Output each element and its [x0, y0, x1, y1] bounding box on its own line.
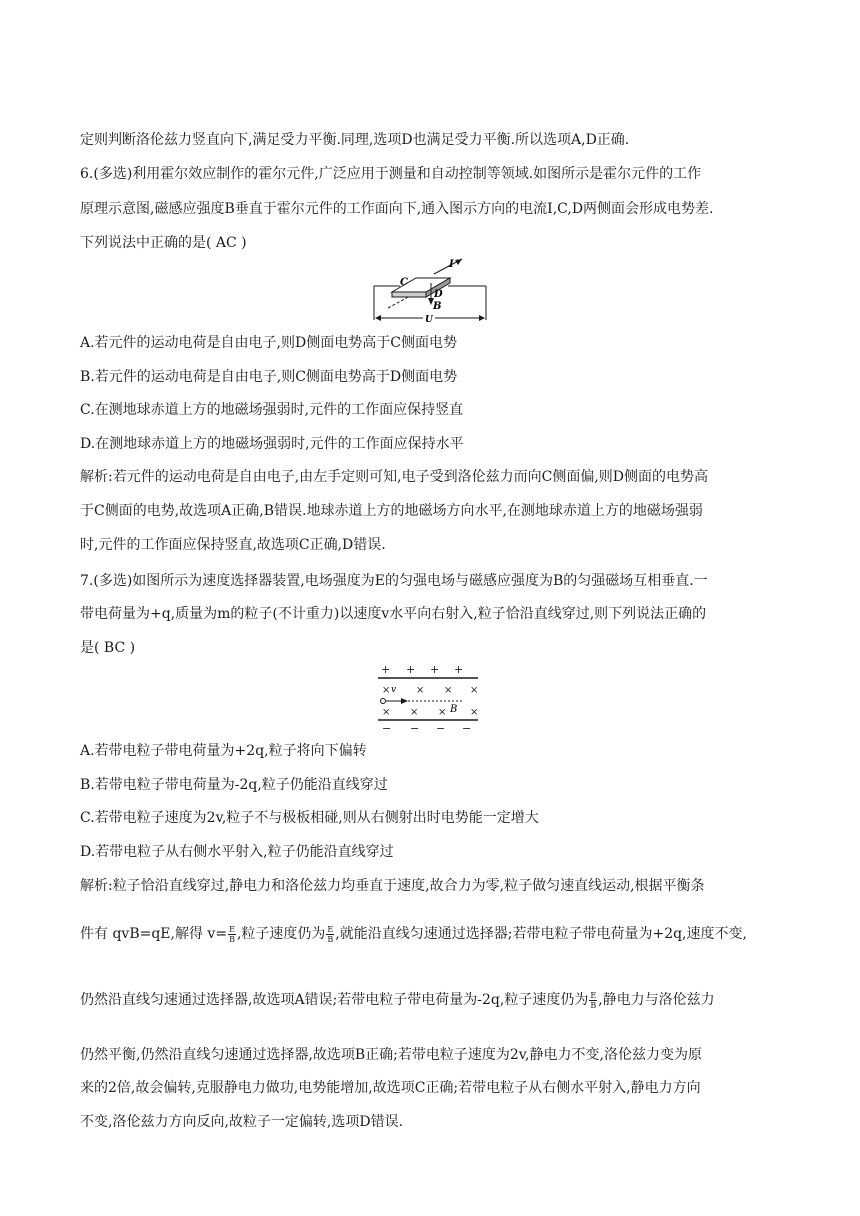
fraction-e-over-b	[589, 991, 597, 1010]
plus-sign: +	[381, 663, 391, 676]
q7-stem-line-3: 是( BC )	[80, 640, 136, 656]
q6-stem-line-1: 6.(多选)利用霍尔效应制作的霍尔元件,广泛应用于测量和自动控制等领域.如图所示是霍尔元件的工作	[80, 166, 702, 182]
fraction-e-over-b	[228, 925, 236, 944]
q6-analysis-line-1: 解析:若元件的运动电荷是自由电子,由左手定则可知,电子受到洛伦兹力而向C侧面偏,则D侧面的电势高	[80, 469, 709, 485]
fraction-numerator: E	[590, 990, 597, 1000]
minus-sign: −	[436, 722, 446, 734]
minus-sign: −	[410, 722, 420, 734]
plus-sign: +	[406, 663, 416, 676]
q7-analysis-line-5: 来的2倍,故会偏转,克服静电力做功,电势能增加,故选项C正确;若带电粒子从右侧水平射入,静电力方向	[80, 1080, 701, 1096]
plus-sign: +	[430, 663, 440, 676]
q7-option-b: B.若带电粒子带电荷量为-2q,粒子仍能沿直线穿过	[80, 777, 388, 793]
label-b: B	[433, 301, 442, 312]
u-arrow-right	[479, 315, 485, 321]
cross-mark: ×	[444, 685, 453, 696]
q6-stem-line-2: 原理示意图,磁感应强度B垂直于霍尔元件的工作面向下,通入图示方向的电流I,C,D两侧面会形成电势差.	[80, 201, 714, 217]
fraction-denominator: B	[590, 1000, 597, 1010]
minus-sign: −	[462, 722, 472, 734]
label-d: D	[434, 289, 443, 300]
label-v: v	[391, 685, 397, 695]
q6-option-a: A.若元件的运动电荷是自由电子,则D侧面电势高于C侧面电势	[80, 335, 457, 351]
cross-mark: ×	[382, 707, 391, 718]
cross-mark: ×	[470, 685, 479, 696]
q7-analysis-line-3	[80, 990, 715, 1010]
q7-stem-line-2: 带电荷量为+q,质量为m的粒子(不计重力)以速度v水平向右射入,粒子恰沿直线穿过,则下列说法正确的	[80, 606, 707, 622]
fraction-denominator: B	[327, 934, 334, 944]
fraction-e-over-b	[326, 925, 334, 944]
cross-mark: ×	[410, 707, 419, 718]
q6-option-d: D.在测地球赤道上方的地磁场强弱时,元件的工作面应保持水平	[80, 436, 464, 452]
q7-stem-line-1: 7.(多选)如图所示为速度选择器装置,电场强度为E的匀强电场与磁感应强度为B的匀强磁场互相垂直.一	[80, 573, 708, 589]
q7-analysis-line-4: 仍然平衡,仍然沿直线匀速通过选择器,故选项B正确;若带电粒子速度为2v,静电力不变,洛伦兹力变为原	[80, 1047, 702, 1063]
fraction-numerator: E	[229, 924, 235, 934]
plus-sign: +	[454, 663, 464, 676]
q7-option-d: D.若带电粒子从右侧水平射入,粒子仍能沿直线穿过	[80, 844, 394, 860]
hall-element-figure	[370, 252, 494, 326]
q7-option-c: C.若带电粒子速度为2v,粒子不与极板相碰,则从右侧射出时电势能一定增大	[80, 810, 539, 826]
minus-sign: −	[382, 722, 392, 734]
q6-stem-line-3: 下列说法中正确的是( AC )	[80, 235, 247, 251]
current-axis-dashed	[388, 296, 410, 308]
analysis-text: 件有 qvB=qE,解得 v=	[80, 926, 228, 942]
u-arrow-left	[375, 315, 381, 321]
analysis-text: ,就能沿直线匀速通过选择器;若带电粒子带电荷量为+2q,速度不变,	[335, 926, 747, 942]
particle-entry	[381, 699, 386, 704]
q6-option-b: B.若元件的运动电荷是自由电子,则C侧面电势高于D侧面电势	[80, 369, 458, 385]
label-u: U	[425, 315, 433, 325]
q7-analysis-line-2	[80, 924, 747, 944]
q7-analysis-line-1: 解析:粒子恰沿直线穿过,静电力和洛伦兹力均垂直于速度,故合力为零,粒子做匀速直线运动,根据平衡条	[80, 878, 705, 894]
hall-element-front-face	[392, 292, 426, 297]
q7-analysis-line-6: 不变,洛伦兹力方向反向,故粒子一定偏转,选项D错误.	[80, 1114, 404, 1130]
q6-analysis-line-3: 时,元件的工作面应保持竖直,故选项C正确,D错误.	[80, 537, 386, 553]
cross-mark: ×	[470, 707, 479, 718]
q6-analysis-line-2: 于C侧面的电势,故选项A正确,B错误.地球赤道上方的地磁场方向水平,在测地球赤道上方的地磁场强弱	[80, 503, 703, 519]
label-c: C	[400, 277, 408, 288]
cross-mark: ×	[438, 707, 447, 718]
analysis-text: 仍然沿直线匀速通过选择器,故选项A错误;若带电粒子带电荷量为-2q,粒子速度仍为	[80, 992, 589, 1008]
fraction-numerator: E	[327, 924, 334, 934]
label-b-field: B	[450, 704, 458, 715]
fraction-denominator: B	[229, 934, 235, 944]
q6-option-c: C.在测地球赤道上方的地磁场强弱时,元件的工作面应保持竖直	[80, 402, 464, 418]
cross-mark: ×	[416, 685, 425, 696]
cross-mark: ×	[382, 685, 391, 696]
velocity-selector-figure	[374, 662, 482, 734]
label-i: I	[449, 259, 454, 270]
intro-line: 定则判断洛伦兹力竖直向下,满足受力平衡.同理,选项D也满足受力平衡.所以选项A,D正确.	[80, 132, 630, 148]
analysis-text: ,静电力与洛伦兹力	[598, 992, 715, 1008]
analysis-text: ,粒子速度仍为	[236, 926, 326, 942]
q7-option-a: A.若带电粒子带电荷量为+2q,粒子将向下偏转	[80, 743, 367, 759]
velocity-arrow-head	[401, 698, 408, 704]
